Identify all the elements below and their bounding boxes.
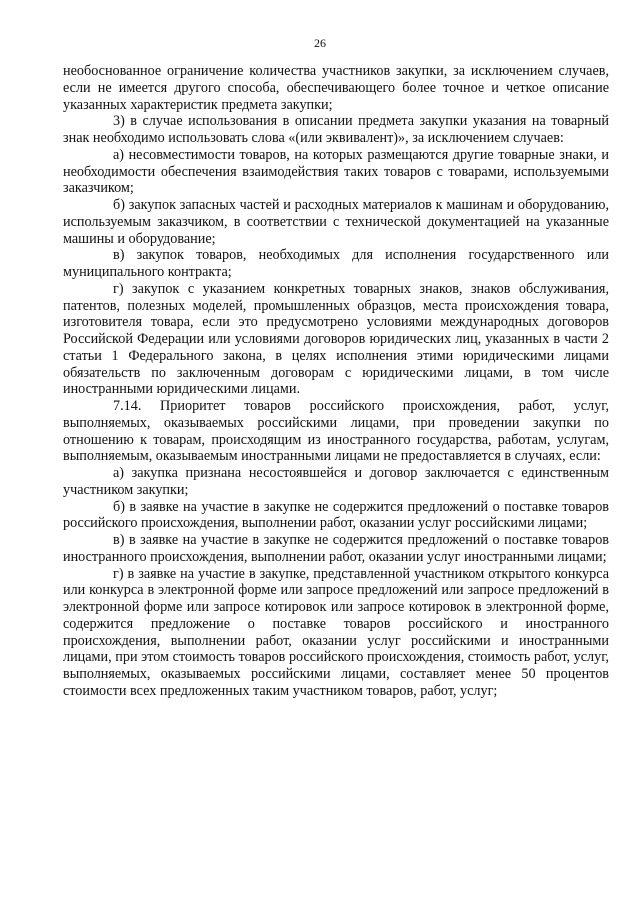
paragraph-case-b: б) в заявке на участие в закупке не содержится предложений о поставке товаров российского происхождения, выполнении работ, оказании услуг российскими лицами; bbox=[63, 498, 609, 532]
paragraph-subitem-b: б) закупок запасных частей и расходных материалов к машинам и оборудованию, используемым заказчиком, в соответствии с технической документацией на указанные машины и оборудование; bbox=[63, 197, 609, 247]
paragraph-subitem-a: а) несовместимости товаров, на которых размещаются другие товарные знаки, и необходимости обеспечения взаимодействия таких товаров с товарами, используемыми заказчиком; bbox=[63, 146, 609, 197]
paragraph-continuation: необоснованное ограничение количества участников закупки, за исключением случаев, если не имеется другого способа, обеспечивающего более точное и четкое описание указанных характеристик предмета закупки; bbox=[63, 63, 609, 113]
paragraph-case-a: а) закупка признана несостоявшейся и договор заключается с единственным участником закупки; bbox=[63, 465, 609, 498]
paragraph-case-v: в) в заявке на участие в закупке не содержится предложений о поставке товаров иностранного происхождения, выполнении работ, оказании услуг иностранными лицами; bbox=[63, 532, 609, 565]
paragraph-section-7-14: 7.14. Приоритет товаров российского происхождения, работ, услуг, выполняемых, оказываемых российскими лицами, при проведении закупки по отношению к товарам, происходящим из иностранного государства, работам, услугам, выполняемым, оказываемым иностранными лицами не предоставляется в случаях, если: bbox=[63, 398, 609, 465]
paragraph-subitem-v: в) закупок товаров, необходимых для исполнения государственного или муниципального контракта; bbox=[63, 247, 609, 280]
paragraph-case-g: г) в заявке на участие в закупке, представленной участником открытого конкурса или конкурса в электронной форме или запросе предложений или запросе предложений в электронной форме или запросе котировок или запросе котировок в электронной форме, содержится предложение о поставке товаров российского и иностранного происхождения, выполнении работ, оказании услуг российскими и иностранными лицами, при этом стоимость товаров российского происхождения, стоимость работ, услуг, выполняемых, оказываемых российскими лицами, составляет менее 50 процентов стоимости всех предложенных таким участником товаров, работ, услуг; bbox=[63, 565, 609, 699]
document-body bbox=[63, 63, 609, 700]
page-number: 26 bbox=[314, 36, 326, 50]
paragraph-subitem-g: г) закупок с указанием конкретных товарных знаков, знаков обслуживания, патентов, полезных моделей, промышленных образцов, места происхождения товара, изготовителя товара, если это предусмотрено условиями международных договоров Российской Федерации или условиями договоров юридических лиц, указанных в части 2 статьи 1 Федерального закона, в целях исполнения этими юридическими лицами обязательств по заключенным договорам с юридическими лицами, в том числе иностранными юридическими лицами. bbox=[63, 280, 609, 398]
paragraph-item-3: 3) в случае использования в описании предмета закупки указания на товарный знак необходимо использовать слова «(или эквивалент)», за исключением случаев: bbox=[63, 113, 609, 146]
